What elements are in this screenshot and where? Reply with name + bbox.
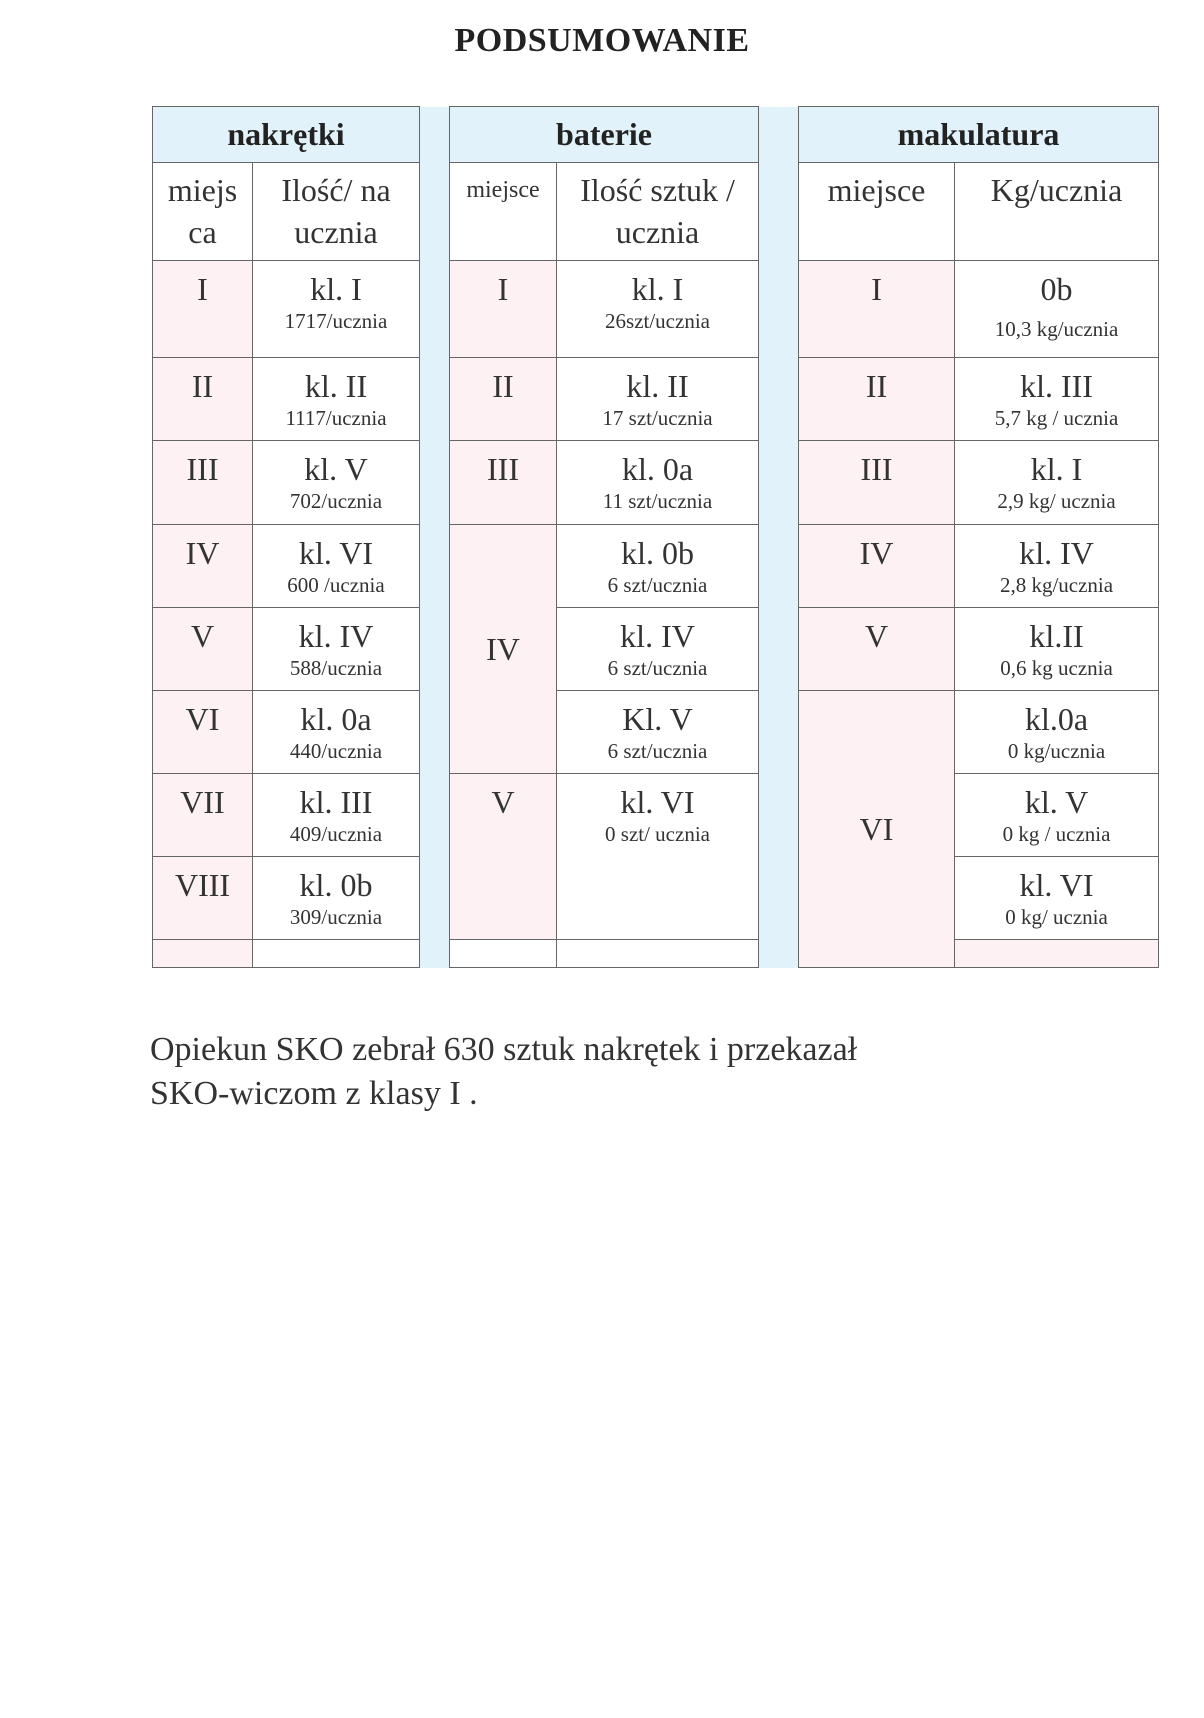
col-header-baterie-amount: Ilość sztuk / ucznia	[557, 163, 759, 261]
class-label: kl. 0b	[299, 867, 373, 903]
blank-cell	[153, 940, 253, 968]
table-row	[153, 940, 1159, 968]
makulatura-entry	[955, 441, 1159, 525]
nakretki-place: VII	[153, 774, 253, 857]
class-label: kl. 0a	[621, 451, 694, 487]
class-label: kl. V	[1024, 784, 1089, 820]
nakretki-place: III	[153, 441, 253, 525]
class-label: kl. IV	[298, 618, 374, 654]
amount-label: 1717/ucznia	[284, 309, 388, 333]
blank-cell	[253, 940, 420, 968]
baterie-entry	[557, 691, 759, 774]
amount-label: 26szt/ucznia	[605, 309, 710, 333]
blank-cell	[955, 940, 1159, 968]
col-header-makulatura-place: miejsce	[799, 163, 955, 261]
table-row	[153, 441, 1159, 525]
col-header-makulatura-amount: Kg/ucznia	[955, 163, 1159, 261]
class-label: kl. I	[1030, 451, 1083, 487]
makulatura-entry	[955, 608, 1159, 691]
makulatura-place: II	[799, 358, 955, 441]
nakretki-entry	[253, 691, 420, 774]
col-header-nakretki-amount: Ilość/ na ucznia	[253, 163, 420, 261]
summary-table	[152, 106, 1159, 968]
class-label: kl. IV	[620, 618, 695, 654]
class-label: 0b	[1040, 271, 1073, 307]
amount-label: 0 kg/ ucznia	[1005, 905, 1108, 929]
class-label: kl. V	[304, 451, 368, 487]
table-row	[153, 525, 1159, 608]
table-row	[153, 358, 1159, 441]
makulatura-place	[799, 691, 955, 968]
column-divider	[759, 107, 799, 968]
amount-label: 5,7 kg / ucznia	[994, 406, 1119, 430]
nakretki-entry	[253, 358, 420, 441]
class-label: kl. II	[626, 368, 689, 404]
baterie-entry	[557, 608, 759, 691]
baterie-place: III	[450, 441, 557, 525]
amount-label: 600 /ucznia	[287, 573, 385, 597]
blank-cell	[450, 940, 557, 968]
table-row	[153, 261, 1159, 358]
amount-label: 0 szt/ ucznia	[605, 822, 710, 846]
place-label: IV	[486, 630, 520, 667]
amount-label: 0 kg/ucznia	[1007, 739, 1106, 763]
amount-label: 440/ucznia	[289, 739, 383, 763]
class-label: kl.II	[1029, 618, 1084, 654]
makulatura-entry	[955, 774, 1159, 857]
baterie-entry	[557, 525, 759, 608]
nakretki-place: II	[153, 358, 253, 441]
table-row	[153, 608, 1159, 691]
group-header-nakretki: nakrętki	[153, 107, 420, 163]
group-header-makulatura: makulatura	[799, 107, 1159, 163]
nakretki-entry	[253, 608, 420, 691]
amount-label: 588/ucznia	[289, 656, 383, 680]
baterie-entry	[557, 358, 759, 441]
amount-label: 2,9 kg/ ucznia	[997, 489, 1116, 513]
makulatura-entry	[955, 857, 1159, 940]
nakretki-place: VIII	[153, 857, 253, 940]
baterie-entry	[557, 774, 759, 940]
amount-label: 702/ucznia	[289, 489, 383, 513]
group-header-baterie: baterie	[450, 107, 759, 163]
baterie-place	[450, 774, 557, 940]
baterie-place: II	[450, 358, 557, 441]
baterie-entry	[557, 441, 759, 525]
col-header-baterie-place: miejsce	[450, 163, 557, 261]
makulatura-entry	[955, 358, 1159, 441]
baterie-place: I	[450, 261, 557, 358]
class-label: kl. VI	[620, 784, 695, 820]
class-label: kl. 0b	[621, 535, 694, 571]
table-row	[153, 691, 1159, 774]
class-label: kl. I	[631, 271, 684, 307]
place-label: VI	[859, 810, 894, 847]
page-title: PODSUMOWANIE	[454, 22, 750, 59]
blank-cell	[557, 940, 759, 968]
class-label: kl. VI	[298, 535, 374, 571]
class-label: Kl. V	[622, 701, 693, 737]
nakretki-entry	[253, 857, 420, 940]
makulatura-entry	[955, 525, 1159, 608]
amount-label: 10,3 kg/ucznia	[994, 317, 1119, 341]
nakretki-entry	[253, 441, 420, 525]
col-header-nakretki-place: miejs ca	[153, 163, 253, 261]
baterie-entry	[557, 261, 759, 358]
makulatura-place: I	[799, 261, 955, 358]
amount-label: 6 szt/ucznia	[607, 573, 708, 597]
nakretki-place: V	[153, 608, 253, 691]
class-label: kl.0a	[1024, 701, 1089, 737]
amount-label: 0,6 kg ucznia	[1000, 656, 1113, 680]
footer-note	[150, 1028, 857, 1116]
amount-label: 0 kg / ucznia	[1002, 822, 1111, 846]
footer-line: SKO-wiczom z klasy I .	[150, 1075, 478, 1112]
amount-label: 11 szt/ucznia	[602, 489, 713, 513]
footer-line: Opiekun SKO zebrał 630 sztuk nakrętek i przekazał	[150, 1031, 858, 1068]
amount-label: 6 szt/ucznia	[607, 656, 708, 680]
class-label: kl. III	[1020, 368, 1093, 404]
class-label: kl. III	[299, 784, 373, 820]
table-row	[153, 774, 1159, 857]
nakretki-place: IV	[153, 525, 253, 608]
nakretki-entry	[253, 774, 420, 857]
makulatura-place: IV	[799, 525, 955, 608]
nakretki-place: I	[153, 261, 253, 358]
amount-label: 309/ucznia	[289, 905, 383, 929]
nakretki-entry	[253, 525, 420, 608]
baterie-place	[450, 525, 557, 774]
class-label: kl. VI	[1019, 867, 1094, 903]
makulatura-place: III	[799, 441, 955, 525]
amount-label: 17 szt/ucznia	[602, 406, 713, 430]
place-label: V	[491, 784, 515, 820]
amount-label: 6 szt/ucznia	[607, 739, 708, 763]
nakretki-entry	[253, 261, 420, 358]
class-label: kl. 0a	[300, 701, 372, 737]
nakretki-place: VI	[153, 691, 253, 774]
makulatura-entry	[955, 261, 1159, 358]
column-divider	[420, 107, 450, 968]
class-label: kl. IV	[1019, 535, 1094, 571]
makulatura-place: V	[799, 608, 955, 691]
class-label: kl. II	[304, 368, 368, 404]
class-label: kl. I	[310, 271, 362, 307]
amount-label: 1117/ucznia	[285, 406, 387, 430]
amount-label: 2,8 kg/ucznia	[999, 573, 1114, 597]
makulatura-entry	[955, 691, 1159, 774]
amount-label: 409/ucznia	[289, 822, 383, 846]
